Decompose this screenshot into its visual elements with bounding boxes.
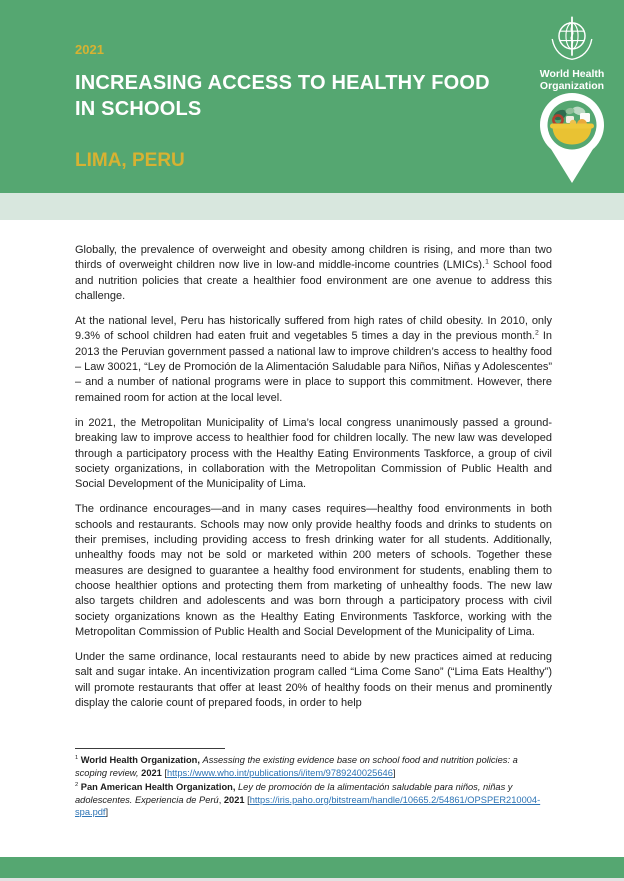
text-segment: Ley de promoción de la alimentación saludable para niños, niñas y adolescentes. Experiencia de Perú	[75, 782, 513, 805]
text-segment: The ordinance encourages—and in many cases requires—healthy food environments in both schools and restaurants. Schools may now only provide healthy foods and drinks to students on their premises, including providing access to fresh drinking water for all students. Additionally, unhealthy foods may not be sold or marketed within 200 meters of schools. Together these measures are designed to guarantee a healthy food environment for students, enabling them to choose healthier options and protecting them from marketing of unhealthy foods. The new law also targets children and adolescents and was born through a participatory process with civil society organizations known as the Healthy Eating Environments Taskforce, working with the Metropolitan Commission of Public Health and Social Development of the Municipality of Lima.	[75, 503, 552, 638]
who-logo-text: World Health Organization	[539, 68, 605, 92]
text-segment: [	[244, 794, 250, 805]
map-pin-food-bowl-icon	[537, 92, 607, 187]
text-segment: Pan American Health Organization,	[78, 782, 239, 793]
footnote-ref: 1	[485, 258, 489, 266]
footnote-ref: 1	[75, 754, 79, 761]
footnote-separator	[75, 748, 225, 749]
text-segment: At the national level, Peru has historically suffered from high rates of child obesity. In 2010, only 9.3% of school children had eaten fruit and vegetables 5 times a day in the previous month.	[75, 315, 552, 343]
who-logo	[533, 14, 611, 92]
footer-band	[0, 857, 624, 878]
report-year: 2021	[75, 42, 104, 57]
footnote-ref: 2	[535, 329, 539, 337]
paragraph-restaurants	[75, 650, 552, 711]
text-segment: 2021	[223, 794, 245, 805]
paragraph-2021-law	[75, 416, 552, 492]
text-segment: School food and nutrition policies that create a healthier food environment are one avenue to address this challenge.	[75, 259, 552, 302]
footnote-link[interactable]: https://iris.paho.org/bitstream/handle/10665.2/54861/OPSPER210004-spa.pdf	[75, 794, 541, 818]
text-segment: Assessing the existing evidence base on school food and nutrition policies: a scoping review,	[75, 755, 518, 778]
paragraph-national-level	[75, 314, 552, 406]
footnotes-section	[75, 748, 552, 821]
page-title-line1: INCREASING ACCESS TO HEALTHY FOOD	[75, 72, 490, 94]
footnote-1	[75, 754, 552, 779]
footnote-2	[75, 781, 552, 819]
who-emblem-icon	[547, 14, 597, 62]
text-segment: ]	[105, 807, 109, 818]
header-banner	[0, 0, 624, 193]
location-title: LIMA, PERU	[75, 150, 185, 171]
text-segment: ,	[218, 794, 224, 805]
page-title	[75, 70, 490, 122]
text-segment: Under the same ordinance, local restaurants need to abide by new practices aimed at reducing salt and sugar intake. An incentivization program called “Lima Come Sano” (“Lima Eats Healthy”) will promote restaurants that offer at least 20% of healthy foods on their menus and prominently display the calorie count of prepared foods, in order to help	[75, 651, 552, 710]
text-segment: Globally, the prevalence of overweight and obesity among children is rising, and more than two thirds of overweight children now live in low-and middle-income countries (LMICs).	[75, 244, 552, 272]
header-accent-band	[0, 193, 624, 220]
page-title-line2: IN SCHOOLS	[75, 98, 202, 120]
paragraph-ordinance-details	[75, 502, 552, 640]
text-segment: in 2021, the Metropolitan Municipality of Lima’s local congress unanimously passed a ground-breaking law to improve access to healthier food for children locally. The new law was developed through a participatory process with the Healthy Eating Environments Taskforce, a group of civil society organizations, in collaboration with the Metropolitan Commission of Public Health and Social Development of the Municipality of Lima.	[75, 416, 552, 491]
text-segment: 2021	[141, 767, 162, 778]
footnote-link[interactable]: https://www.who.int/publications/i/item/9789240025646	[167, 767, 393, 778]
footnote-ref: 2	[75, 782, 79, 789]
text-segment: ]	[392, 767, 396, 778]
text-segment: World Health Organization,	[78, 755, 203, 765]
paragraph-global-context	[75, 243, 552, 304]
text-segment: [	[161, 767, 168, 778]
body-content	[75, 243, 552, 721]
text-segment: In 2013 the Peruvian government passed a national law to improve children’s access to healthy food – Law 30021, “Ley de Promoción de la Alimentación Saludable para Niños, Niñas y Adolescentes” – and a number of national programs were in place to support this commitment. However, there remained room for action at the local level.	[75, 330, 552, 404]
